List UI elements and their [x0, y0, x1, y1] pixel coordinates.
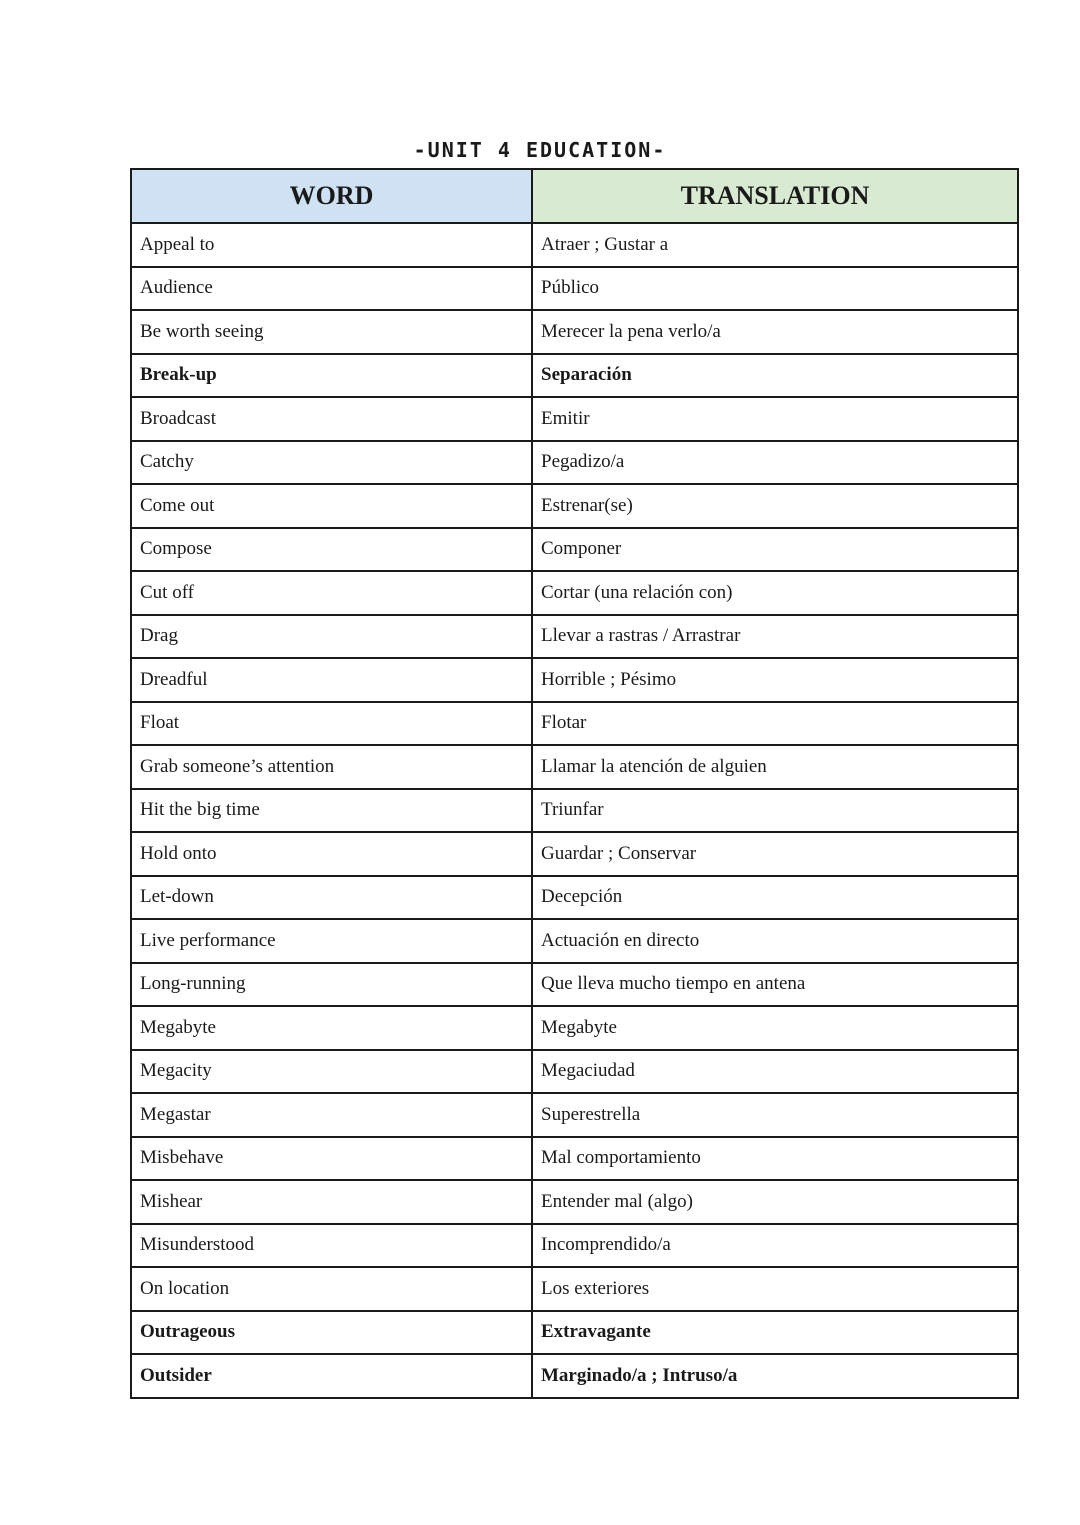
translation-cell: Público [532, 267, 1018, 311]
table-row [131, 484, 1018, 528]
table-header-row [131, 169, 1018, 223]
word-cell: Misbehave [131, 1137, 532, 1181]
word-cell: Let-down [131, 876, 532, 920]
word-cell: Live performance [131, 919, 532, 963]
translation-cell: Separación [532, 354, 1018, 398]
word-column-header: WORD [131, 169, 532, 223]
translation-cell: Estrenar(se) [532, 484, 1018, 528]
table-row [131, 1180, 1018, 1224]
table-row [131, 310, 1018, 354]
word-cell: Megacity [131, 1050, 532, 1094]
translation-cell: Los exteriores [532, 1267, 1018, 1311]
translation-cell: Componer [532, 528, 1018, 572]
translation-cell: Flotar [532, 702, 1018, 746]
translation-cell: Entender mal (algo) [532, 1180, 1018, 1224]
translation-cell: Cortar (una relación con) [532, 571, 1018, 615]
table-row [131, 1354, 1018, 1398]
table-row [131, 745, 1018, 789]
table-row [131, 528, 1018, 572]
table-row [131, 223, 1018, 267]
translation-cell: Megabyte [532, 1006, 1018, 1050]
word-cell: Audience [131, 267, 532, 311]
translation-cell: Atraer ; Gustar a [532, 223, 1018, 267]
translation-cell: Llevar a rastras / Arrastrar [532, 615, 1018, 659]
word-cell: Mishear [131, 1180, 532, 1224]
translation-column-header: TRANSLATION [532, 169, 1018, 223]
table-row [131, 354, 1018, 398]
table-row [131, 1311, 1018, 1355]
word-cell: Outsider [131, 1354, 532, 1398]
translation-cell: Superestrella [532, 1093, 1018, 1137]
page-title: -UNIT 4 EDUCATION- [413, 138, 667, 162]
word-cell: Hold onto [131, 832, 532, 876]
table-row [131, 1093, 1018, 1137]
word-cell: Grab someone’s attention [131, 745, 532, 789]
table-row [131, 441, 1018, 485]
table-row [131, 1050, 1018, 1094]
word-cell: Hit the big time [131, 789, 532, 833]
vocabulary-table [130, 168, 1019, 1399]
word-cell: Drag [131, 615, 532, 659]
table-row [131, 702, 1018, 746]
translation-cell: Merecer la pena verlo/a [532, 310, 1018, 354]
translation-cell: Emitir [532, 397, 1018, 441]
translation-cell: Marginado/a ; Intruso/a [532, 1354, 1018, 1398]
translation-cell: Extravagante [532, 1311, 1018, 1355]
word-cell: Dreadful [131, 658, 532, 702]
table-row [131, 832, 1018, 876]
translation-cell: Que lleva mucho tiempo en antena [532, 963, 1018, 1007]
table-body [131, 223, 1018, 1398]
table-row [131, 397, 1018, 441]
translation-cell: Mal comportamiento [532, 1137, 1018, 1181]
translation-cell: Triunfar [532, 789, 1018, 833]
table-row [131, 789, 1018, 833]
word-cell: On location [131, 1267, 532, 1311]
table-row [131, 1224, 1018, 1268]
translation-cell: Horrible ; Pésimo [532, 658, 1018, 702]
translation-cell: Llamar la atención de alguien [532, 745, 1018, 789]
table-row [131, 963, 1018, 1007]
translation-cell: Actuación en directo [532, 919, 1018, 963]
table-row [131, 1006, 1018, 1050]
word-cell: Break-up [131, 354, 532, 398]
word-cell: Outrageous [131, 1311, 532, 1355]
table-row [131, 267, 1018, 311]
table-row [131, 876, 1018, 920]
table-row [131, 919, 1018, 963]
word-cell: Float [131, 702, 532, 746]
table-row [131, 1137, 1018, 1181]
table-row [131, 615, 1018, 659]
table-row [131, 1267, 1018, 1311]
word-cell: Megabyte [131, 1006, 532, 1050]
table-row [131, 571, 1018, 615]
word-cell: Be worth seeing [131, 310, 532, 354]
word-cell: Misunderstood [131, 1224, 532, 1268]
translation-cell: Incomprendido/a [532, 1224, 1018, 1268]
translation-cell: Guardar ; Conservar [532, 832, 1018, 876]
word-cell: Megastar [131, 1093, 532, 1137]
translation-cell: Decepción [532, 876, 1018, 920]
table-row [131, 658, 1018, 702]
translation-cell: Pegadizo/a [532, 441, 1018, 485]
word-cell: Come out [131, 484, 532, 528]
word-cell: Broadcast [131, 397, 532, 441]
translation-cell: Megaciudad [532, 1050, 1018, 1094]
word-cell: Cut off [131, 571, 532, 615]
word-cell: Long-running [131, 963, 532, 1007]
word-cell: Catchy [131, 441, 532, 485]
word-cell: Appeal to [131, 223, 532, 267]
word-cell: Compose [131, 528, 532, 572]
